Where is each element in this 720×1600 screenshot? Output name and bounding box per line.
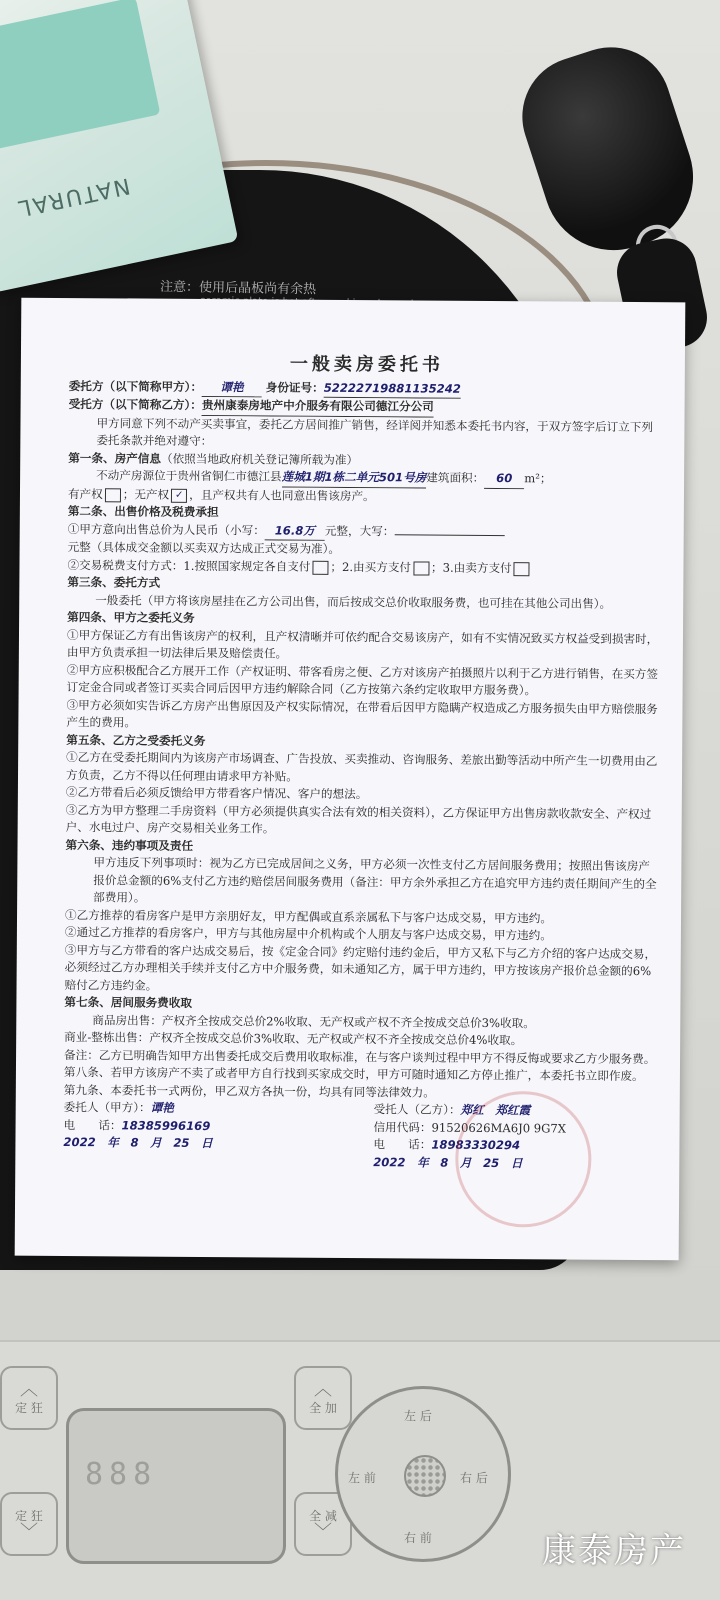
sig-right-phone: 18983330294 <box>431 1137 521 1153</box>
art3-text: 一般委托（甲方将该房屋挂在乙方公司出售，而后按成交总价收取服务费，也可挂在其他公司出售）。 <box>95 592 612 611</box>
tax-option-1-checkbox <box>312 560 328 574</box>
id-number: 52222719881135242 <box>324 379 461 398</box>
down-arrow-icon: ﹀ <box>20 1521 38 1543</box>
art2-price: 16.8万 <box>265 522 325 541</box>
art6-p1: ①乙方推荐的看房客户是甲方亲朋好友，甲方配偶或直系亲属私下与客户达成交易，甲方违约。 <box>64 907 553 925</box>
warning-text: 注意：使用后晶板尚有余热 <box>159 279 317 298</box>
panel-button-left-top <box>0 1366 58 1430</box>
dpad-right-front: 右 前 <box>404 1531 432 1545</box>
art5-p1: ①乙方在受委托期间内为该房产市场调查、广告投放、买卖推动、咨询服务、差旅出勤等活动中所产生一切费用由乙方负责，乙方不得以任何理由请求甲方补贴。 <box>65 750 658 784</box>
art4-title: 第四条、甲方之委托义务 <box>67 610 195 625</box>
art1-area-label: 建筑面积： <box>426 470 485 485</box>
sig-right-date: 2022 年 8 月 25 日 <box>373 1154 523 1170</box>
sig-right-code-label: 信用代码： <box>373 1119 432 1135</box>
art1-area: 60 <box>484 470 524 489</box>
panel-button-all-up-label: 全 加 <box>309 1400 337 1415</box>
art4-p2: ②甲方应积极配合乙方展开工作（产权证明、带客看房之便、乙方对该房产拍摄照片以利于乙方进行销售，在买方签订定金合同或者签订买卖合同后因甲方违约解除合同（乙方按第六条约定收取甲方服务费）。 <box>66 662 659 698</box>
dpad-right-rear: 右 后 <box>460 1471 488 1485</box>
sig-left-phone-label: 电 话： <box>63 1117 122 1132</box>
agent-name: 贵州康泰房地产中介服务有限公司德江分公司 <box>202 397 434 417</box>
box-print <box>0 0 160 152</box>
panel-button-left-top-label: 定 狂 <box>15 1400 43 1415</box>
art6-p3: ③甲方与乙方带看的客户达成交易后，按《定金合同》约定赔付违约金后，甲方又私下与乙方介绍的客户达成交易，必须经过乙方办理相关手续并支付乙方中介服务费，如未通知乙方，属于甲方违约，甲方按该房产报价总金额的6%赔付乙方违约金。 <box>64 942 657 993</box>
signature-principal <box>63 1099 350 1171</box>
art1-location: 莲城1期1栋二单元501号房 <box>282 469 427 489</box>
watermark: 康泰房产 <box>542 1531 686 1571</box>
art2-p2-b: ；2.由买方支付 <box>330 559 412 574</box>
panel-button-left-bottom <box>0 1492 58 1556</box>
art2-p2-c: ；3.由卖方支付 <box>431 560 512 575</box>
principal-label: 委托方（以下简称甲方）： <box>68 378 203 394</box>
art5-p3: ③乙方为甲方整理二手房资料（甲方必须提供真实合法有效的相关资料），乙方保证甲方出售房款收款安全、产权过户、水电过户、房产交易相关业务工作。 <box>65 802 652 836</box>
art1-location-prefix: 不动产房源位于贵州省铜仁市德江县 <box>96 468 282 484</box>
art3-title: 第三条、委托方式 <box>67 575 161 590</box>
dpad-left-front: 左 前 <box>348 1471 376 1485</box>
panel-button-left-bottom-label: 定 狂 <box>15 1508 43 1523</box>
art2-p1-b: 元整，大写： <box>324 523 395 538</box>
art9-text: 第九条、本委托书一式两份，甲乙双方各执一份，均具有同等法律效力。 <box>63 1082 435 1100</box>
art7-p1: 商品房出售：产权齐全按成交总价2%收取、无产权或产权不齐全按成交总价3%收取。 <box>92 1012 535 1030</box>
id-label: 身份证号： <box>265 379 324 395</box>
sig-right-code: 91520626MA6J0 9G7X <box>431 1120 567 1136</box>
cooktop-display <box>66 1408 286 1564</box>
art1-title: 第一条、房产信息 <box>68 450 162 466</box>
art5-title: 第五条、乙方之受委托义务 <box>66 732 206 748</box>
sig-right-label: 受托人（乙方）： <box>373 1102 461 1117</box>
up-arrow-icon: ︿ <box>314 1378 332 1400</box>
box-text: NATURAL <box>14 172 133 221</box>
art2-title: 第二条、出售价格及税费承担 <box>67 504 219 520</box>
agent-label: 受托方（以下简称乙方）： <box>68 397 202 412</box>
art2-p1-a: ①甲方意向出售总价为人民币（小写： <box>67 521 265 537</box>
no-rights-checkbox: ✓ <box>171 488 187 502</box>
art1-note: （依照当地政府机关登记簿所载为准） <box>160 451 359 467</box>
art7-title: 第七条、居间服务费收取 <box>64 995 193 1010</box>
rights-checkbox <box>105 488 121 502</box>
tax-option-3-checkbox <box>514 562 530 576</box>
art4-p3: ③甲方必须如实告诉乙方房产出售原因及产权实际情况，在带看后因甲方隐瞒产权造成乙方服务损失由甲方赔偿服务产生的费用。 <box>66 697 658 730</box>
tax-option-2-checkbox <box>413 561 429 575</box>
art1-rights: 有产权 <box>67 486 103 501</box>
art1-rights-no: ；无产权 <box>122 486 170 502</box>
consignment-document <box>15 298 686 1261</box>
sig-left-label: 委托人（甲方）： <box>63 1100 151 1115</box>
art5-p2: ②乙方带看后必须反馈给甲方带看客户情况、客户的想法。 <box>65 785 368 802</box>
art2-price-words <box>394 534 504 536</box>
art2-p2: ②交易税费支付方式：1.按照国家规定各自支付 <box>67 557 311 574</box>
art7-p2: 商业-整栋出售：产权齐全按成交总价3%收取、无产权或产权不齐全按成交总价4%收取。 <box>64 1030 523 1048</box>
up-arrow-icon: ︿ <box>20 1378 38 1400</box>
down-arrow-icon: ﹀ <box>314 1521 332 1543</box>
sig-left-phone: 18385996169 <box>121 1117 211 1133</box>
art4-p1: ①甲方保证乙方有出售该房产的权利，且产权清晰并可依约配合交易该房产，如有不实情况致买方权益受到损害时，由甲方负责承担一切法律后果及赔偿责任。 <box>66 627 659 661</box>
art1-area-unit: m²； <box>524 471 552 486</box>
principal-name: 谭艳 <box>202 378 262 397</box>
sig-left-name: 谭艳 <box>150 1100 174 1115</box>
art8-text: 第八条、若甲方该房产不卖了或者甲方自行找到买家成交时，甲方可随时通知乙方停止推广，本委托书立即作废。 <box>63 1065 644 1084</box>
art6-p2: ②通过乙方推荐的看房客户，甲方与其他房屋中介机构或个人朋友与客户达成交易，甲方违约。 <box>64 925 552 943</box>
sig-right-phone-label: 电 话： <box>373 1137 432 1152</box>
art6-intro: 甲方违反下列事项时：视为乙方已完成居间之义务，甲方必须一次性支付乙方居间服务费用；按照出售该房产报价总金额的6%支付乙方违约赔偿居间服务费用（备注：甲方余外承担乙方在追究甲方违约责任期间产生的全部费用）。 <box>93 855 657 905</box>
panel-button-all-up <box>294 1366 352 1430</box>
dpad-center <box>404 1455 446 1497</box>
intro-text: 甲方同意下列不动产买卖事宜，委托乙方居间推广销售，经详阅并知悉本委托书内容，于双方签字后订立下列委托条款并绝对遵守： <box>96 415 654 449</box>
art1-rights-tail: ，且产权共有人也同意出售该房产。 <box>189 487 375 503</box>
art7-p3: 备注：乙方已明确告知甲方出售委托成交后费用收取标准，在与客户谈判过程中甲方不得反悔或要求乙方少服务费。 <box>64 1047 656 1066</box>
art2-p1-c: 元整（具体成交金额以买卖双方达成正式交易为准）。 <box>67 540 341 556</box>
art6-title: 第六条、违约事项及责任 <box>65 837 194 853</box>
panel-button-all-down-label: 全 减 <box>309 1508 337 1523</box>
direction-pad <box>335 1386 511 1562</box>
dpad-left-rear: 左 后 <box>404 1409 432 1423</box>
company-seal <box>455 1091 592 1228</box>
sig-right-name: 郑红 郑红霞 <box>460 1102 531 1118</box>
display-digits: 888 <box>85 1457 158 1492</box>
document-title: 一般卖房委托书 <box>289 353 444 376</box>
sig-left-date: 2022 年 8 月 25 日 <box>63 1135 213 1151</box>
